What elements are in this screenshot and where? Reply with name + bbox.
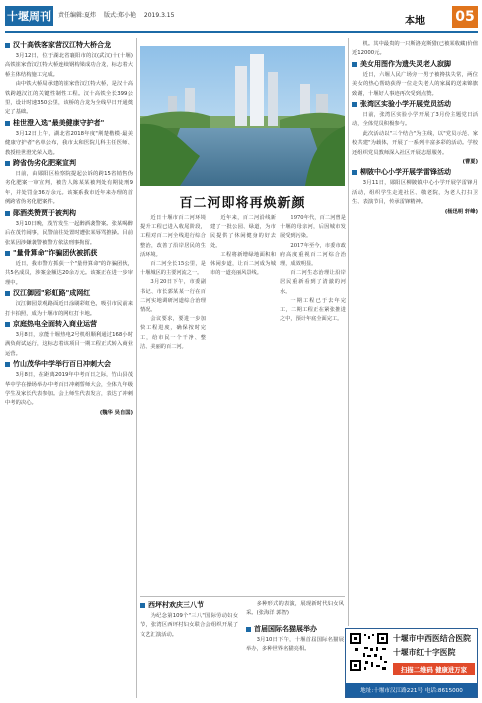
right-column [352, 40, 478, 625]
article-3 [5, 158, 133, 208]
bullet-icon [5, 211, 10, 216]
section-name: 本地 [405, 16, 425, 27]
story-paragraph: 近年来，百二河沿线新建了一批公园、绿道，为市民提供了休闲健身的好去处。 [210, 215, 276, 249]
bullet-icon [352, 170, 357, 175]
article-6 [5, 288, 133, 319]
article-2 [5, 118, 133, 158]
story-paragraph: 会议要求，要进一步加快工程进度，确保按时完工，给市民一个干净、整洁、美丽的百二河。 [140, 316, 206, 350]
article-paragraph: 日前，由郧阳区检察院提起公诉的跨15省销售伪劣化肥案一审宣判，被告人陈某某被判处有期徒刑9年，并处罚金36万余元。该案系我市近年来办理的首例跨省伪劣化肥案件。 [5, 171, 133, 206]
article-title: 汉十高铁客家营汉江特大桥合龙 [13, 41, 111, 49]
article-paragraph: 3月12日，位于湖北省襄阳市的汉(武汉)十(十堰)高铁崔家营汉江特大桥连续钢构梁成功合龙，标志着大桥主体结构施工完成。 [5, 53, 133, 78]
main-story-col-1 [140, 214, 206, 352]
article-continued [352, 40, 478, 59]
page-header [0, 0, 482, 30]
article-7 [5, 319, 133, 359]
bullet-icon [140, 603, 145, 608]
article-title: 京庭热电全面转入商业运营 [13, 319, 97, 328]
article-paragraph: 由中铁大桥局承建的崔家营汉江特大桥，是汉十高铁跨越汉江的关键性制性工程。汉十高铁全长399公里，设计时速350公里，该桥的合龙为全线早日开通奠定了基础。 [5, 81, 133, 116]
article-title: 柳陂中心小学开展学雷锋活动 [360, 168, 451, 177]
article-paragraph: 近日，六堰人民广场旁一男子被搀扶失常，两位美女的热心帮助获得一位走失老人的家属的送来锦旗致谢，十堰好人事迹再次受到点赞。 [352, 71, 478, 97]
story-paragraph: 3月20日下午，市委副书记、市长郭某某一行在百二河实地调研河道综合治理情况。 [140, 279, 206, 314]
article-paragraph: 3月12日上午，湖北省2018年度"荆楚楷模·最美健康守护者"名单公布，我市太和医院儿科主任医师、教授桂世澄光荣入选。 [5, 130, 133, 156]
hospital-ad[interactable] [345, 628, 478, 698]
main-headline: 百二河即将再焕新颜 [179, 196, 306, 211]
article-right-2 [352, 99, 478, 167]
section-divider [140, 596, 345, 597]
article-title: 竹山茂华中学举行百日冲刺大会 [13, 360, 111, 369]
header-meta [58, 10, 180, 19]
byline: (杨迅明 轩峰) [444, 208, 478, 215]
issue-date: 2019.3.15 [143, 12, 175, 19]
byline: (魏华 吴自国) [99, 409, 133, 416]
bullet-icon [5, 161, 10, 166]
story-paragraph: 百二河生态治理让沿岸居民重新看到了清澈的河水。 [280, 270, 346, 295]
article-title: 汉江御园"彩虹路"成网红 [13, 289, 91, 298]
bullet-icon [5, 362, 10, 367]
column-divider [136, 38, 137, 698]
story-paragraph: 工程将新增绿地面积和休闲步道，让百二河成为城市的一道亮丽风景线。 [210, 251, 276, 277]
qr-code-icon [349, 632, 389, 672]
article-1 [5, 40, 133, 118]
ad-hospital-name: 十堰市中西医结合医院 [393, 634, 471, 643]
byline: (曹夏) [462, 159, 478, 166]
article-paragraph: 日前，张湾区实验小学开展了3月份主题党日活动，全体党员积极参与。 [352, 112, 478, 128]
story-paragraph: 近日十堰市百二河环境提升工程已进入收尾阶段，工程对百二河全线进行综合整治，改善了沿岸居民的生活环境。 [140, 215, 206, 258]
bullet-icon [5, 322, 10, 327]
article-4 [5, 208, 133, 248]
article-title: 郧酒类赞贾于被判构 [13, 208, 76, 217]
article-8 [5, 359, 133, 418]
editor-credit: 责任编辑:夏炜 [58, 12, 97, 19]
bullet-icon [5, 251, 10, 256]
page-number: 05 [452, 6, 478, 28]
article-paragraph: 3月8日，在距离2019年中考百日之际，竹山县茂华中学在操场举办中考百日冲刺誓师大会，全体九年级学生及家长代表参加。会上师生代表发言，表达了冲刺中考的决心。 [5, 372, 133, 407]
article-5 [5, 248, 133, 288]
bullet-icon [5, 43, 10, 48]
article-paragraph: 机。其中最贵的一只斯洛克斯猎(已被某收藏)价值近12000元。 [352, 41, 478, 57]
header-rule [5, 31, 478, 33]
article-title: 桂世澄入选"最美健康守护者" [13, 118, 105, 127]
designer-credit: 版式:郑小艳 [103, 12, 136, 19]
article-paragraph: 3月10日晚，茂竹发生一起醉酒袭警案。张某喝醉后在茂竹闹事，民警前往处置时遭张某辱骂推搡。目前张某因涉嫌袭警被警方依法刑事拘留。 [5, 220, 133, 246]
article-paragraph: 3月11日，郧阳区柳陂镇中心小学开展学雷锋月活动，组织学生走进社区、敬老院，为老人打扫卫生、表演节目，传承雷锋精神。 [352, 180, 478, 206]
city-skyline-image [140, 46, 345, 186]
bullet-icon [352, 102, 357, 107]
article-paragraph: 近日，我市警方抓获一个"量骨算命"的诈骗团伙，共5名成员，涉案金额达20余万元。该案正在进一步审理中。 [5, 260, 133, 286]
article-title: 美女用图作为遗失灵老人寂脚 [360, 59, 451, 68]
city-river-photo [140, 46, 345, 186]
article-title: 跨省伪劣化肥案宣判 [13, 159, 76, 168]
bullet-icon [352, 62, 357, 67]
article-paragraph: 多种形式的表演，展现新时代妇女风采。(张海洋 郭智) [246, 601, 344, 617]
article-paragraph: 3月10日下午，十堰首届国际名猫展举办，多种世界名猫亮相。 [246, 636, 344, 653]
article-paragraph: 此次活动以"三个结合"为主线，以"党员示范、家校共建"为载体，开展了一系列丰富多彩的活动。学校还组织党员教师深入社区开展志愿服务。 [352, 130, 478, 156]
article-title: 西坪村欢庆三八节 [148, 601, 204, 609]
article-right-3 [352, 167, 478, 217]
qr-code[interactable] [349, 632, 389, 672]
story-paragraph: 1970年代，百二河曾是十堰的母亲河，后因城市发展受到污染。 [280, 215, 346, 240]
bottom-article-right [246, 600, 344, 700]
masthead: 十堰周刊 [5, 6, 53, 26]
bullet-icon [246, 627, 251, 632]
left-column [5, 40, 133, 700]
story-paragraph: 2017年至今，市委市政府高度重视百二河综合治理，成效明显。 [280, 242, 346, 268]
bullet-icon [5, 121, 10, 126]
article-title: 首届国际名猫展举办 [254, 624, 317, 633]
article-title: "量骨算命"诈骗团伙被抓获 [13, 248, 98, 257]
main-story-col-2 [210, 214, 276, 278]
column-divider [348, 38, 349, 626]
article-title: 张湾区实验小学开展党员活动 [360, 100, 451, 109]
scan-qr-banner[interactable]: 扫描二维码 健康进万家 [393, 663, 475, 675]
article-paragraph: 汉江御园景观路面近日涂刷彩虹色，吸引市民前来打卡拍照，成为十堰市的网红打卡地。 [5, 301, 133, 317]
story-paragraph: 一期工程已于去年完工，二期工程正在紧张推进之中，预计年底全面完工。 [280, 297, 346, 323]
article-right-1 [352, 59, 478, 99]
bullet-icon [5, 291, 10, 296]
main-story-col-3 [280, 214, 346, 324]
ad-hospital-name-alt: 十堰市红十字医院 [393, 648, 456, 657]
article-paragraph: 为纪念第109个"三八"国际劳动妇女节，张湾区西坪村妇女联合会组织开展了文艺汇演活动。 [140, 613, 238, 638]
bottom-article-left [140, 600, 238, 700]
ad-contact-footer: 地址:十堰市汉江路221号 电话:8615000 [346, 683, 477, 697]
story-paragraph: 百二河全长15公里，是十堰城区的主要河流之一。 [140, 261, 206, 277]
article-paragraph: 3月8日，京能十堰热电2号机组顺利通过168小时满负荷试运行，这标志着该项目一期工程正式转入商业运营。 [5, 331, 133, 357]
